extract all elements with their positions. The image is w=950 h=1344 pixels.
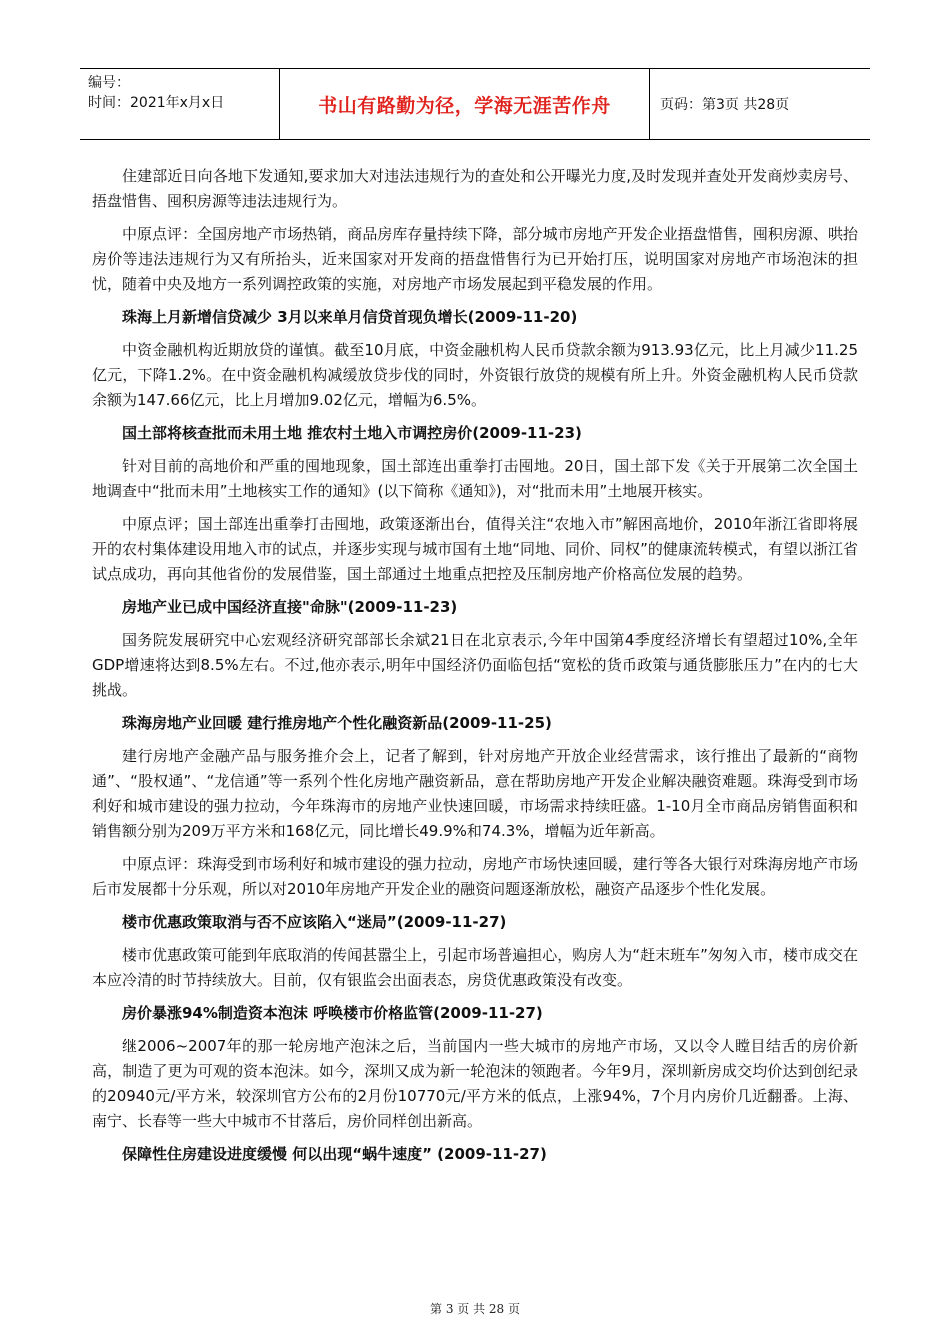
paragraph-commentary: 中原点评；国土部连出重拳打击囤地，政策逐渐出台，值得关注“农地入市”解困高地价，2010年浙江省即将展开的农村集体建设用地入市的试点，并逐步实现与城市国有土地“同地、同价、同权”的健康流转模式，有望以浙江省试点成功，再向其他省份的发展借鉴，国土部通过土地重点把控及压制房地产价格高位发展的趋势。 [92, 515, 858, 583]
footer-page-number: 第 3 页 共 28 页 [430, 1302, 520, 1316]
page-header [80, 68, 870, 140]
page-footer [0, 1300, 950, 1317]
news-headline: 国土部将核查批而未用土地 推农村土地入市调控房价(2009-11-23) [122, 424, 582, 442]
paragraph: 楼市优惠政策可能到年底取消的传闻甚嚣尘上，引起市场普遍担心，购房人为“赶末班车”匆匆入市，楼市成交在本应冷清的时节持续放大。目前，仅有银监会出面表态，房贷优惠政策没有改变。 [92, 946, 858, 989]
header-motto-cell [280, 69, 650, 139]
paragraph: 建行房地产金融产品与服务推介会上，记者了解到，针对房地产开放企业经营需求，该行推出了最新的“商物通”、“股权通”、“龙信通”等一系列个性化房地产融资新品，意在帮助房地产开发企业解决融资难题。珠海受到市场利好和城市建设的强力拉动，今年珠海市的房地产业快速回暖，市场需求持续旺盛。1-10月全市商品房销售面积和销售额分别为209万平方米和168亿元，同比增长49.9%和74.3%，增幅为近年新高。 [92, 747, 858, 840]
news-headline: 房地产业已成中国经济直接"命脉"(2009-11-23) [122, 598, 458, 616]
paragraph-commentary: 中原点评：珠海受到市场利好和城市建设的强力拉动，房地产市场快速回暖，建行等各大银行对珠海房地产市场后市发展都十分乐观，所以对2010年房地产开发企业的融资问题逐渐放松，融资产品逐步个性化发展。 [92, 855, 858, 898]
news-headline: 珠海房地产业回暖 建行推房地产个性化融资新品(2009-11-25) [122, 714, 552, 732]
header-page-cell [650, 69, 870, 139]
paragraph: 国务院发展研究中心宏观经济研究部部长余斌21日在北京表示,今年中国第4季度经济增长有望超过10%,全年GDP增速将达到8.5%左右。不过,他亦表示,明年中国经济仍面临包括“宽松的货币政策与通货膨胀压力”在内的七大挑战。 [92, 631, 858, 699]
document-date-label: 时间：2021年x月x日 [88, 95, 225, 111]
document-number-label: 编号： [88, 75, 130, 91]
news-headline: 楼市优惠政策取消与否不应该陷入“迷局”(2009-11-27) [122, 913, 507, 931]
document-body [92, 164, 858, 1175]
news-headline: 房价暴涨94%制造资本泡沫 呼唤楼市价格监管(2009-11-27) [122, 1004, 543, 1022]
paragraph-commentary: 中原点评：全国房地产市场热销，商品房库存量持续下降，部分城市房地产开发企业捂盘惜售，囤积房源、哄抬房价等违法违规行为又有所抬头，近来国家对开发商的捂盘惜售行为已开始打压，说明国家对房地产市场泡沫的担忧，随着中央及地方一系列调控政策的实施，对房地产市场发展起到平稳发展的作用。 [92, 225, 858, 293]
news-headline: 珠海上月新增信贷减少 3月以来单月信贷首现负增长(2009-11-20) [122, 308, 578, 326]
paragraph: 针对目前的高地价和严重的囤地现象，国土部连出重拳打击囤地。20日，国土部下发《关于开展第二次全国土地调查中“批而未用”土地核实工作的通知》(以下简称《通知》)，对“批而未用”土地展开核实。 [92, 457, 858, 500]
paragraph: 继2006~2007年的那一轮房地产泡沫之后，当前国内一些大城市的房地产市场，又以令人瞠目结舌的房价新高，制造了更为可观的资本泡沫。如今，深圳又成为新一轮泡沫的领跑者。今年9月，深圳新房成交均价达到创纪录的20940元/平方米，较深圳官方公布的2月份10770元/平方米的低点，上涨94%，7个月内房价几近翻番。上海、南宁、长春等一些大中城市不甘落后，房价同样创出新高。 [92, 1037, 858, 1130]
header-page-number: 页码：第3页 共28页 [660, 97, 790, 113]
paragraph: 中资金融机构近期放贷的谨慎。截至10月底，中资金融机构人民币贷款余额为913.93亿元，比上月减少11.25亿元，下降1.2%。在中资金融机构减缓放贷步伐的同时，外资银行放贷的规模有所上升。外资金融机构人民币贷款余额为147.66亿元，比上月增加9.02亿元，增幅为6.5%。 [92, 341, 858, 409]
header-motto: 书山有路勤为径，学海无涯苦作舟 [318, 94, 611, 117]
header-meta [80, 69, 280, 139]
news-headline: 保障性住房建设进度缓慢 何以出现“蜗牛速度” (2009-11-27) [122, 1145, 547, 1163]
paragraph: 住建部近日向各地下发通知,要求加大对违法违规行为的查处和公开曝光力度,及时发现并查处开发商炒卖房号、捂盘惜售、囤积房源等违法违规行为。 [92, 167, 858, 210]
